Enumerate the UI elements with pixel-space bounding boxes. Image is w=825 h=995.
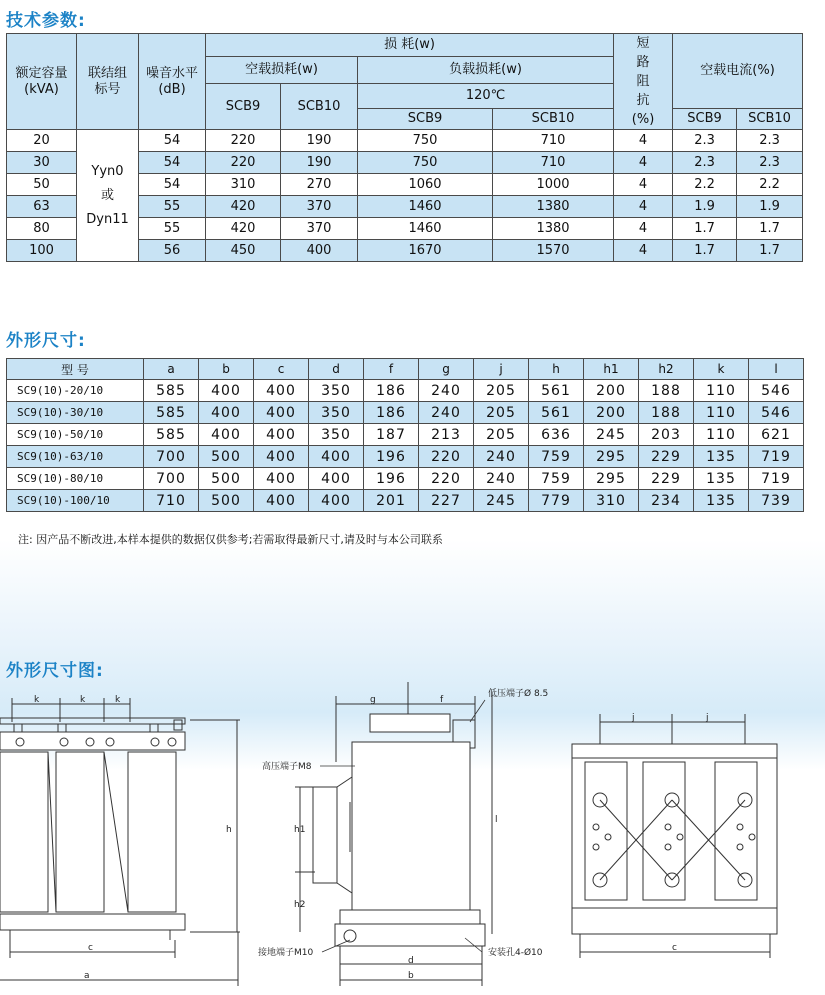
dim-row [7,468,804,490]
dim-value-cell: 220 [419,468,474,490]
cell-capacity: 50 [7,174,77,196]
connection-value: 或 [100,187,114,203]
cell-noise: 56 [139,240,206,262]
dim-value-cell: 229 [639,468,694,490]
dim-value-cell: 500 [199,490,254,512]
dim-header-cell: k [694,359,749,380]
cell-nl-scb9: 220 [206,152,281,174]
dim-value-cell: 400 [254,490,309,512]
cell-connection [77,130,139,262]
label-h: h [226,825,232,835]
connection-value: Dyn11 [86,211,129,227]
label-j-2: j [706,713,709,723]
dim-value-cell: 400 [309,468,364,490]
cell-nl-scb10: 190 [281,152,358,174]
dim-value-cell: 500 [199,446,254,468]
cell-noise: 54 [139,152,206,174]
dim-value-cell: 561 [529,402,584,424]
dim-header-cell: a [144,359,199,380]
dim-model-cell: SC9(10)-50/10 [7,424,144,446]
dim-value-cell: 400 [254,424,309,446]
dim-value-cell: 186 [364,402,419,424]
dim-row [7,402,804,424]
dim-value-cell: 621 [749,424,804,446]
dim-value-cell: 234 [639,490,694,512]
dim-row [7,490,804,512]
dim-model-cell: SC9(10)-63/10 [7,446,144,468]
cell-i-scb10: 2.3 [737,152,803,174]
cell-ll-scb10: 1380 [493,196,614,218]
cell-i-scb9: 2.3 [673,152,737,174]
dim-value-cell: 759 [529,446,584,468]
cell-nl-scb10: 400 [281,240,358,262]
dim-row [7,424,804,446]
cell-i-scb9: 2.2 [673,174,737,196]
header-connection: 联结组 标号 [77,34,139,130]
cell-noise: 54 [139,130,206,152]
dimensions-header-row [7,359,804,380]
cell-ll-scb9: 750 [358,152,493,174]
dim-value-cell: 400 [309,446,364,468]
tech-row [7,130,803,152]
header-impedance: 短路阻抗 (%) [614,34,673,130]
dim-value-cell: 310 [584,490,639,512]
dim-value-cell: 135 [694,490,749,512]
dim-value-cell: 400 [309,490,364,512]
dim-value-cell: 240 [474,446,529,468]
dim-value-cell: 710 [144,490,199,512]
label-l: l [495,815,498,825]
cell-impedance: 4 [614,174,673,196]
header-temp: 120℃ [358,84,614,109]
dim-value-cell: 400 [199,424,254,446]
dimensions-title: 外形尺寸: [6,331,86,351]
dim-value-cell: 227 [419,490,474,512]
dim-header-cell: h2 [639,359,694,380]
back-view-drawing [572,714,777,958]
dim-value-cell: 350 [309,402,364,424]
dim-value-cell: 585 [144,402,199,424]
dim-model-cell: SC9(10)-100/10 [7,490,144,512]
label-f: f [440,695,444,705]
label-lv-terminal: 低压端子Ø 8.5 [488,689,549,699]
dim-header-cell: l [749,359,804,380]
cell-impedance: 4 [614,130,673,152]
cell-i-scb9: 1.7 [673,218,737,240]
cell-impedance: 4 [614,196,673,218]
dim-value-cell: 240 [419,402,474,424]
cell-ll-scb9: 750 [358,130,493,152]
cell-nl-scb9: 450 [206,240,281,262]
label-d: d [408,956,414,966]
cell-impedance: 4 [614,152,673,174]
dim-value-cell: 739 [749,490,804,512]
dim-value-cell: 561 [529,380,584,402]
dim-value-cell: 200 [584,380,639,402]
label-h1: h1 [294,825,306,835]
dim-value-cell: 240 [474,468,529,490]
dim-header-cell: b [199,359,254,380]
dim-value-cell: 240 [419,380,474,402]
header-no-load-loss: 空载损耗(w) [206,57,358,84]
header-load-loss: 负载损耗(w) [358,57,614,84]
tech-params-title: 技术参数: [6,11,86,31]
header-no-load-current: 空载电流(%) [673,34,803,109]
dim-value-cell: 196 [364,468,419,490]
dim-model-cell: SC9(10)-20/10 [7,380,144,402]
cell-ll-scb10: 1570 [493,240,614,262]
label-g: g [370,695,376,705]
cell-capacity: 63 [7,196,77,218]
cell-nl-scb10: 370 [281,218,358,240]
dim-value-cell: 400 [254,402,309,424]
header-capacity: 额定容量 (kVA) [7,34,77,130]
dim-value-cell: 546 [749,380,804,402]
header-i-scb9: SCB9 [673,109,737,130]
cell-ll-scb9: 1060 [358,174,493,196]
dim-value-cell: 700 [144,446,199,468]
cell-ll-scb9: 1460 [358,196,493,218]
dim-value-cell: 400 [254,468,309,490]
dim-value-cell: 229 [639,446,694,468]
cell-impedance: 4 [614,218,673,240]
tech-params-table [6,33,803,262]
dim-value-cell: 245 [474,490,529,512]
dim-value-cell: 295 [584,468,639,490]
cell-capacity: 20 [7,130,77,152]
dim-value-cell: 213 [419,424,474,446]
cell-capacity: 30 [7,152,77,174]
cell-nl-scb9: 420 [206,218,281,240]
dim-value-cell: 400 [199,402,254,424]
dim-value-cell: 203 [639,424,694,446]
dim-row [7,446,804,468]
label-c-right: c [672,943,677,953]
dim-header-cell: 型 号 [7,359,144,380]
dim-value-cell: 205 [474,380,529,402]
dim-value-cell: 585 [144,424,199,446]
dim-value-cell: 759 [529,468,584,490]
cell-ll-scb10: 710 [493,152,614,174]
cell-capacity: 100 [7,240,77,262]
label-mount-hole: 安装孔4-Ø10 [488,948,543,958]
dim-value-cell: 719 [749,446,804,468]
label-ground-terminal: 接地端子M10 [258,948,314,958]
label-h2: h2 [294,900,306,910]
dim-header-cell: c [254,359,309,380]
cell-noise: 54 [139,174,206,196]
header-ll-scb9: SCB9 [358,109,493,130]
cell-i-scb10: 2.2 [737,174,803,196]
cell-ll-scb10: 710 [493,130,614,152]
dim-value-cell: 245 [584,424,639,446]
cell-nl-scb10: 190 [281,130,358,152]
dim-header-cell: g [419,359,474,380]
dim-value-cell: 779 [529,490,584,512]
dim-value-cell: 186 [364,380,419,402]
cell-capacity: 80 [7,218,77,240]
front-view-drawing [0,698,240,986]
dim-value-cell: 700 [144,468,199,490]
cell-ll-scb10: 1380 [493,218,614,240]
label-k-2: k [80,695,86,705]
header-loss: 损 耗(w) [206,34,614,57]
label-k-3: k [115,695,121,705]
dim-value-cell: 110 [694,380,749,402]
cell-i-scb9: 1.7 [673,240,737,262]
dim-row [7,380,804,402]
dim-value-cell: 188 [639,402,694,424]
dim-header-cell: h1 [584,359,639,380]
label-hv-terminal: 高压端子M8 [262,762,312,772]
dim-value-cell: 295 [584,446,639,468]
dim-value-cell: 205 [474,402,529,424]
cell-nl-scb9: 310 [206,174,281,196]
dim-value-cell: 200 [584,402,639,424]
cell-ll-scb9: 1670 [358,240,493,262]
dim-value-cell: 585 [144,380,199,402]
dim-value-cell: 636 [529,424,584,446]
dim-value-cell: 135 [694,446,749,468]
note-text: 注: 因产品不断改进,本样本提供的数据仅供参考;若需取得最新尺寸,请及时与本公司联系 [18,533,443,546]
dim-value-cell: 500 [199,468,254,490]
dim-value-cell: 220 [419,446,474,468]
dim-value-cell: 135 [694,468,749,490]
cell-noise: 55 [139,196,206,218]
header-nl-scb10: SCB10 [281,84,358,130]
dim-value-cell: 201 [364,490,419,512]
dim-header-cell: d [309,359,364,380]
cell-i-scb10: 1.7 [737,218,803,240]
label-j-1: j [632,713,635,723]
dim-model-cell: SC9(10)-30/10 [7,402,144,424]
dim-value-cell: 110 [694,424,749,446]
cell-nl-scb10: 370 [281,196,358,218]
cell-i-scb9: 2.3 [673,130,737,152]
dim-header-cell: h [529,359,584,380]
dim-header-cell: j [474,359,529,380]
header-nl-scb9: SCB9 [206,84,281,130]
cell-impedance: 4 [614,240,673,262]
dimensions-table [6,358,804,512]
dim-value-cell: 187 [364,424,419,446]
dim-value-cell: 205 [474,424,529,446]
cell-i-scb10: 1.7 [737,240,803,262]
cell-i-scb9: 1.9 [673,196,737,218]
cell-nl-scb9: 420 [206,196,281,218]
dimension-drawings [0,682,825,995]
cell-ll-scb9: 1460 [358,218,493,240]
cell-nl-scb10: 270 [281,174,358,196]
cell-noise: 55 [139,218,206,240]
connection-value: Yyn0 [91,163,124,179]
label-a: a [84,971,90,981]
cell-i-scb10: 2.3 [737,130,803,152]
dim-value-cell: 350 [309,424,364,446]
dim-model-cell: SC9(10)-80/10 [7,468,144,490]
dim-value-cell: 400 [254,446,309,468]
dim-value-cell: 110 [694,402,749,424]
header-noise: 噪音水平 (dB) [139,34,206,130]
dim-value-cell: 350 [309,380,364,402]
cell-nl-scb9: 220 [206,130,281,152]
side-view-drawing [295,682,492,986]
header-i-scb10: SCB10 [737,109,803,130]
header-ll-scb10: SCB10 [493,109,614,130]
label-k-1: k [34,695,40,705]
cell-i-scb10: 1.9 [737,196,803,218]
drawing-title: 外形尺寸图: [6,661,104,681]
dim-value-cell: 400 [199,380,254,402]
cell-ll-scb10: 1000 [493,174,614,196]
dim-value-cell: 400 [254,380,309,402]
label-b: b [408,971,414,981]
dim-value-cell: 719 [749,468,804,490]
label-c: c [88,943,93,953]
dim-value-cell: 196 [364,446,419,468]
dim-value-cell: 188 [639,380,694,402]
dim-value-cell: 546 [749,402,804,424]
dim-header-cell: f [364,359,419,380]
